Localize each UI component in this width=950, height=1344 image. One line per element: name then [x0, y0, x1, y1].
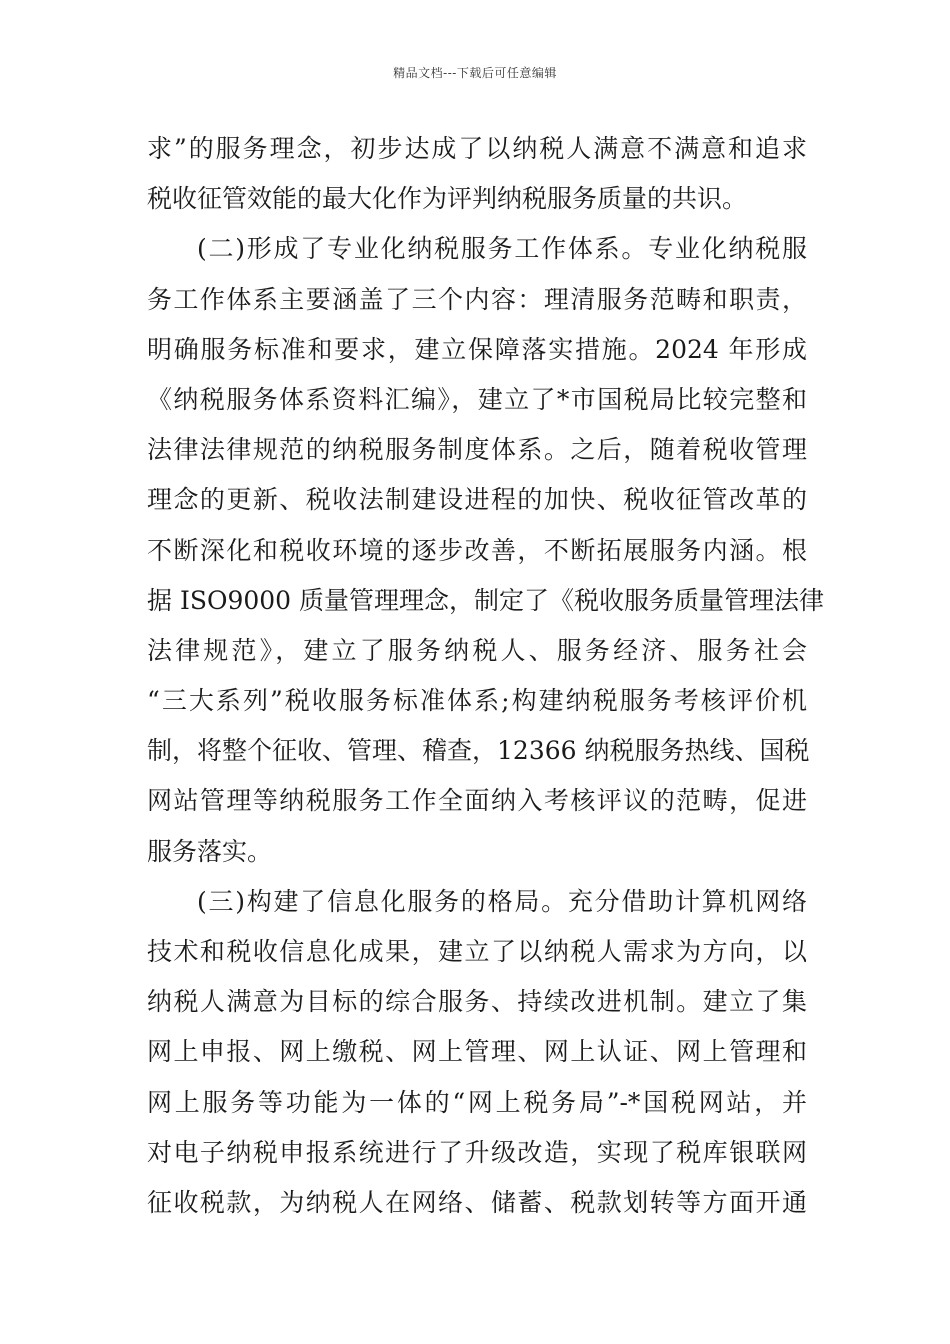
text-line: “三大系列”税收服务标准体系;构建纳税服务考核评价机: [147, 686, 807, 716]
text-line: 理念的更新、税收法制建设进程的加快、税收征管改革的: [147, 485, 807, 515]
text-line: 求”的服务理念，初步达成了以纳税人满意不满意和追求: [147, 134, 807, 163]
text-line: 制，将整个征收、管理、稽查，12366 纳税服务热线、国税: [147, 736, 810, 766]
text-line: 明确服务标准和要求，建立保障落实措施。2024 年形成: [147, 334, 807, 364]
text-line: 《纳税服务体系资料汇编》，建立了*市国税局比较完整和: [147, 384, 807, 414]
paragraph-heading-line: (三)构建了信息化服务的格局。充分借助计算机网络: [197, 886, 807, 916]
text-line: 对电子纳税申报系统进行了升级改造，实现了税库银联网: [147, 1137, 807, 1167]
text-line: 法律规范》，建立了服务纳税人、服务经济、服务社会: [147, 635, 807, 665]
text-line: 征收税款，为纳税人在网络、储蓄、税款划转等方面开通: [147, 1187, 807, 1217]
text-line: 网上申报、网上缴税、网上管理、网上认证、网上管理和: [147, 1037, 807, 1067]
text-line: 技术和税收信息化成果，建立了以纳税人需求为方向，以: [147, 937, 807, 966]
text-line: 法律法律规范的纳税服务制度体系。之后，随着税收管理: [147, 435, 807, 465]
text-line: 务工作体系主要涵盖了三个内容：理清服务范畴和职责，: [147, 284, 807, 314]
text-line: 网站管理等纳税服务工作全面纳入考核评议的范畴，促进: [147, 786, 807, 816]
page-header: 精品文档---下载后可任意编辑: [393, 66, 557, 80]
text-line: 不断深化和税收环境的逐步改善，不断拓展服务内涵。根: [147, 535, 807, 565]
text-line: 服务落实。: [147, 836, 273, 866]
text-line: 网上服务等功能为一体的“网上税务局”-*国税网站，并: [147, 1087, 807, 1117]
text-line: 纳税人满意为目标的综合服务、持续改进机制。建立了集: [147, 987, 807, 1017]
paragraph-heading-line: (二)形成了专业化纳税服务工作体系。专业化纳税服: [197, 234, 807, 264]
document-body: [147, 124, 825, 1228]
text-line: 据 ISO9000 质量管理理念，制定了《税收服务质量管理法律: [147, 585, 825, 615]
text-line: 税收征管效能的最大化作为评判纳税服务质量的共识。: [147, 184, 748, 214]
